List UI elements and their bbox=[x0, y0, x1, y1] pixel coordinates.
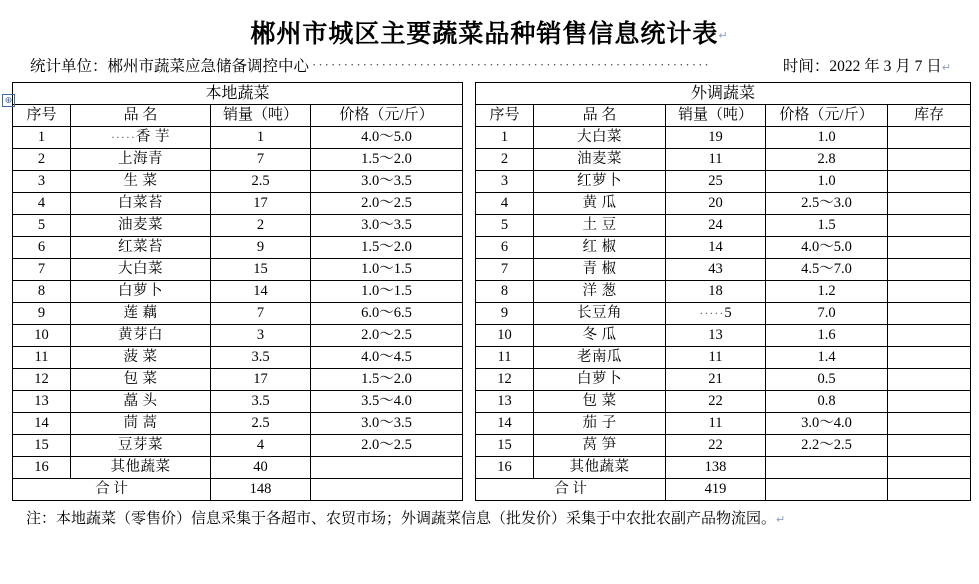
cell-volume: ·····5 bbox=[666, 303, 766, 325]
cell-volume: 1 bbox=[211, 127, 311, 149]
cell-no: 8 bbox=[476, 281, 534, 303]
document-page bbox=[0, 14, 979, 584]
cell-name: 上海青 bbox=[71, 149, 211, 171]
cell-name: 其他蔬菜 bbox=[534, 457, 666, 479]
cell-name: 老南瓜 bbox=[534, 347, 666, 369]
cell-price: 1.4 bbox=[766, 347, 888, 369]
statistics-unit-label: 统计单位：郴州市蔬菜应急储备调控中心 bbox=[30, 58, 310, 75]
table-row bbox=[476, 391, 971, 413]
cell-stock bbox=[888, 325, 971, 347]
cell-stock bbox=[888, 127, 971, 149]
cell-no: 4 bbox=[476, 193, 534, 215]
cell-name: 油麦菜 bbox=[71, 215, 211, 237]
table-row bbox=[13, 369, 463, 391]
cell-price: 2.8 bbox=[766, 149, 888, 171]
report-date-label: 时间：2022 年 3 月 7 日 bbox=[782, 58, 942, 75]
cell-name: 红 椒 bbox=[534, 237, 666, 259]
cell-no: 2 bbox=[476, 149, 534, 171]
page-title bbox=[0, 14, 979, 50]
cell-volume: 4 bbox=[211, 435, 311, 457]
cell-name: 黄芽白 bbox=[71, 325, 211, 347]
cell-name: 莴 笋 bbox=[534, 435, 666, 457]
cell-name: 红萝卜 bbox=[534, 171, 666, 193]
cell-price: 1.5～2.0 bbox=[311, 149, 463, 171]
cell-no: 7 bbox=[13, 259, 71, 281]
cell-volume: 14 bbox=[666, 237, 766, 259]
table-total-row bbox=[476, 479, 971, 501]
cell-no: 7 bbox=[476, 259, 534, 281]
local-total-volume: 148 bbox=[211, 479, 311, 501]
table-row bbox=[476, 347, 971, 369]
cell-stock bbox=[888, 149, 971, 171]
cell-no: 9 bbox=[13, 303, 71, 325]
cell-stock bbox=[888, 457, 971, 479]
cell-price: 1.5 bbox=[766, 215, 888, 237]
cell-no: 6 bbox=[476, 237, 534, 259]
tables-container bbox=[0, 82, 979, 501]
external-group-header: 外调蔬菜 bbox=[476, 83, 971, 105]
table-row bbox=[13, 127, 463, 149]
footnote bbox=[0, 501, 979, 528]
cell-price bbox=[311, 457, 463, 479]
table-row bbox=[476, 303, 971, 325]
table-row bbox=[13, 193, 463, 215]
footnote-text: 注：本地蔬菜（零售价）信息采集于各超市、农贸市场；外调蔬菜信息（批发价）采集于中农批农副产品物流园。 bbox=[26, 511, 777, 527]
external-total-volume: 419 bbox=[666, 479, 766, 501]
cell-price: 1.0～1.5 bbox=[311, 259, 463, 281]
table-row bbox=[13, 435, 463, 457]
cell-name: 红菜苔 bbox=[71, 237, 211, 259]
cell-no: 12 bbox=[476, 369, 534, 391]
col-header-stock: 库存 bbox=[888, 105, 971, 127]
local-vegetables-table bbox=[12, 82, 463, 501]
table-row bbox=[13, 413, 463, 435]
cell-stock bbox=[888, 237, 971, 259]
cell-name: 洋 葱 bbox=[534, 281, 666, 303]
cell-name: 白萝卜 bbox=[71, 281, 211, 303]
external-total-stock bbox=[888, 479, 971, 501]
cell-volume: 21 bbox=[666, 369, 766, 391]
cell-name: 藠 头 bbox=[71, 391, 211, 413]
cell-price: 1.2 bbox=[766, 281, 888, 303]
cell-name: 茄 子 bbox=[534, 413, 666, 435]
cell-volume: 22 bbox=[666, 391, 766, 413]
cell-volume: 19 bbox=[666, 127, 766, 149]
col-header-no: 序号 bbox=[476, 105, 534, 127]
cell-no: 4 bbox=[13, 193, 71, 215]
table-row bbox=[476, 413, 971, 435]
cell-no: 3 bbox=[13, 171, 71, 193]
cell-volume: 138 bbox=[666, 457, 766, 479]
cell-name: 油麦菜 bbox=[534, 149, 666, 171]
cell-volume: 17 bbox=[211, 369, 311, 391]
cell-price: 3.0～3.5 bbox=[311, 171, 463, 193]
cell-name: 白萝卜 bbox=[534, 369, 666, 391]
cell-no: 14 bbox=[13, 413, 71, 435]
cell-name: 大白菜 bbox=[534, 127, 666, 149]
cell-price: 6.0～6.5 bbox=[311, 303, 463, 325]
page-title-text: 郴州市城区主要蔬菜品种销售信息统计表 bbox=[250, 20, 719, 48]
col-header-volume: 销量（吨） bbox=[666, 105, 766, 127]
table-group-header-row bbox=[476, 83, 971, 105]
table-row bbox=[13, 171, 463, 193]
table-row bbox=[13, 347, 463, 369]
table-row bbox=[476, 259, 971, 281]
cell-name: 大白菜 bbox=[71, 259, 211, 281]
cell-stock bbox=[888, 215, 971, 237]
table-row bbox=[13, 457, 463, 479]
cell-price: 7.0 bbox=[766, 303, 888, 325]
cell-price: 2.0～2.5 bbox=[311, 435, 463, 457]
external-vegetables-table bbox=[475, 82, 971, 501]
cell-volume: 7 bbox=[211, 303, 311, 325]
cell-volume: 2.5 bbox=[211, 413, 311, 435]
cell-no: 11 bbox=[13, 347, 71, 369]
cell-volume: 11 bbox=[666, 347, 766, 369]
cell-no: 1 bbox=[13, 127, 71, 149]
cell-no: 3 bbox=[476, 171, 534, 193]
cell-no: 10 bbox=[476, 325, 534, 347]
paragraph-mark-icon: ↵ bbox=[718, 29, 729, 42]
cell-volume: 15 bbox=[211, 259, 311, 281]
cell-no: 15 bbox=[13, 435, 71, 457]
cell-price: 1.0 bbox=[766, 127, 888, 149]
cell-no: 5 bbox=[476, 215, 534, 237]
table-row bbox=[13, 215, 463, 237]
cell-volume: 7 bbox=[211, 149, 311, 171]
table-column-header-row bbox=[13, 105, 463, 127]
external-total-label: 合 计 bbox=[476, 479, 666, 501]
cell-no: 1 bbox=[476, 127, 534, 149]
cell-price: 0.5 bbox=[766, 369, 888, 391]
cell-price: 4.0～5.0 bbox=[311, 127, 463, 149]
cell-name: 土 豆 bbox=[534, 215, 666, 237]
cell-stock bbox=[888, 435, 971, 457]
cell-name: 青 椒 bbox=[534, 259, 666, 281]
cell-name: 包 菜 bbox=[534, 391, 666, 413]
cell-no: 13 bbox=[13, 391, 71, 413]
cell-volume: 40 bbox=[211, 457, 311, 479]
header-meta-line bbox=[0, 54, 979, 76]
col-header-no: 序号 bbox=[13, 105, 71, 127]
cell-price: 4.0～5.0 bbox=[766, 237, 888, 259]
cell-name: 长豆角 bbox=[534, 303, 666, 325]
cell-price: 1.0～1.5 bbox=[311, 281, 463, 303]
cell-name: 黄 瓜 bbox=[534, 193, 666, 215]
table-row bbox=[476, 457, 971, 479]
cell-volume: 43 bbox=[666, 259, 766, 281]
cell-stock bbox=[888, 413, 971, 435]
external-total-price bbox=[766, 479, 888, 501]
cell-price: 1.5～2.0 bbox=[311, 237, 463, 259]
cell-name: 莲 藕 bbox=[71, 303, 211, 325]
cell-no: 11 bbox=[476, 347, 534, 369]
cell-stock bbox=[888, 171, 971, 193]
col-header-price: 价格（元/斤） bbox=[766, 105, 888, 127]
cell-stock bbox=[888, 369, 971, 391]
cell-price: 2.0～2.5 bbox=[311, 193, 463, 215]
cell-name: 豆芽菜 bbox=[71, 435, 211, 457]
table-row bbox=[13, 237, 463, 259]
cell-name: 茼 蒿 bbox=[71, 413, 211, 435]
cell-name: 包 菜 bbox=[71, 369, 211, 391]
cell-no: 5 bbox=[13, 215, 71, 237]
col-header-price: 价格（元/斤） bbox=[311, 105, 463, 127]
cell-no: 16 bbox=[13, 457, 71, 479]
cell-volume: 24 bbox=[666, 215, 766, 237]
cell-no: 2 bbox=[13, 149, 71, 171]
cell-no: 15 bbox=[476, 435, 534, 457]
cell-name: 菠 菜 bbox=[71, 347, 211, 369]
dot-leader: ······························································· bbox=[312, 57, 711, 72]
table-row bbox=[13, 325, 463, 347]
cell-price: 3.0～4.0 bbox=[766, 413, 888, 435]
cell-no: 12 bbox=[13, 369, 71, 391]
table-column-header-row bbox=[476, 105, 971, 127]
cell-volume: 11 bbox=[666, 149, 766, 171]
col-header-name: 品 名 bbox=[534, 105, 666, 127]
table-row bbox=[476, 237, 971, 259]
table-row bbox=[476, 171, 971, 193]
col-header-name: 品 名 bbox=[71, 105, 211, 127]
cell-volume: 25 bbox=[666, 171, 766, 193]
cell-no: 13 bbox=[476, 391, 534, 413]
table-row bbox=[13, 303, 463, 325]
table-row bbox=[476, 281, 971, 303]
cell-volume: 3 bbox=[211, 325, 311, 347]
cell-volume: 9 bbox=[211, 237, 311, 259]
cell-stock bbox=[888, 303, 971, 325]
cell-stock bbox=[888, 193, 971, 215]
local-total-price bbox=[311, 479, 463, 501]
object-anchor-icon: ⊕ bbox=[2, 94, 15, 107]
cell-name: 白菜苔 bbox=[71, 193, 211, 215]
cell-no: 6 bbox=[13, 237, 71, 259]
paragraph-mark-icon: ↵ bbox=[941, 62, 951, 74]
cell-price: 1.5～2.0 bbox=[311, 369, 463, 391]
cell-price: 4.5～7.0 bbox=[766, 259, 888, 281]
cell-stock bbox=[888, 391, 971, 413]
cell-volume: 2 bbox=[211, 215, 311, 237]
cell-name: ·····香 芋 bbox=[71, 127, 211, 149]
cell-volume: 13 bbox=[666, 325, 766, 347]
cell-volume: 22 bbox=[666, 435, 766, 457]
cell-volume: 11 bbox=[666, 413, 766, 435]
cell-name: 生 菜 bbox=[71, 171, 211, 193]
cell-name: 其他蔬菜 bbox=[71, 457, 211, 479]
cell-price: 1.6 bbox=[766, 325, 888, 347]
cell-volume: 20 bbox=[666, 193, 766, 215]
cell-stock bbox=[888, 259, 971, 281]
col-header-volume: 销量（吨） bbox=[211, 105, 311, 127]
table-row bbox=[13, 149, 463, 171]
cell-stock bbox=[888, 347, 971, 369]
local-group-header: 本地蔬菜 bbox=[13, 83, 463, 105]
cell-stock bbox=[888, 281, 971, 303]
cell-volume: 17 bbox=[211, 193, 311, 215]
table-row bbox=[476, 215, 971, 237]
cell-price: 0.8 bbox=[766, 391, 888, 413]
table-row bbox=[476, 435, 971, 457]
cell-volume: 3.5 bbox=[211, 391, 311, 413]
cell-price: 2.5～3.0 bbox=[766, 193, 888, 215]
local-total-label: 合 计 bbox=[13, 479, 211, 501]
table-row bbox=[476, 127, 971, 149]
table-total-row bbox=[13, 479, 463, 501]
table-row bbox=[476, 149, 971, 171]
cell-volume: 18 bbox=[666, 281, 766, 303]
cell-no: 10 bbox=[13, 325, 71, 347]
table-row bbox=[476, 325, 971, 347]
cell-price: 3.5～4.0 bbox=[311, 391, 463, 413]
cell-price: 2.2～2.5 bbox=[766, 435, 888, 457]
cell-price: 2.0～2.5 bbox=[311, 325, 463, 347]
table-row bbox=[476, 193, 971, 215]
cell-volume: 2.5 bbox=[211, 171, 311, 193]
cell-price: 4.0～4.5 bbox=[311, 347, 463, 369]
cell-price: 3.0～3.5 bbox=[311, 413, 463, 435]
cell-no: 9 bbox=[476, 303, 534, 325]
cell-no: 16 bbox=[476, 457, 534, 479]
cell-price: 1.0 bbox=[766, 171, 888, 193]
cell-volume: 14 bbox=[211, 281, 311, 303]
table-row bbox=[13, 391, 463, 413]
cell-no: 8 bbox=[13, 281, 71, 303]
table-row bbox=[476, 369, 971, 391]
cell-no: 14 bbox=[476, 413, 534, 435]
table-group-header-row bbox=[13, 83, 463, 105]
cell-volume: 3.5 bbox=[211, 347, 311, 369]
cell-price: 3.0～3.5 bbox=[311, 215, 463, 237]
table-row bbox=[13, 259, 463, 281]
cell-name: 冬 瓜 bbox=[534, 325, 666, 347]
table-row bbox=[13, 281, 463, 303]
cell-price bbox=[766, 457, 888, 479]
paragraph-mark-icon: ↵ bbox=[776, 514, 786, 526]
